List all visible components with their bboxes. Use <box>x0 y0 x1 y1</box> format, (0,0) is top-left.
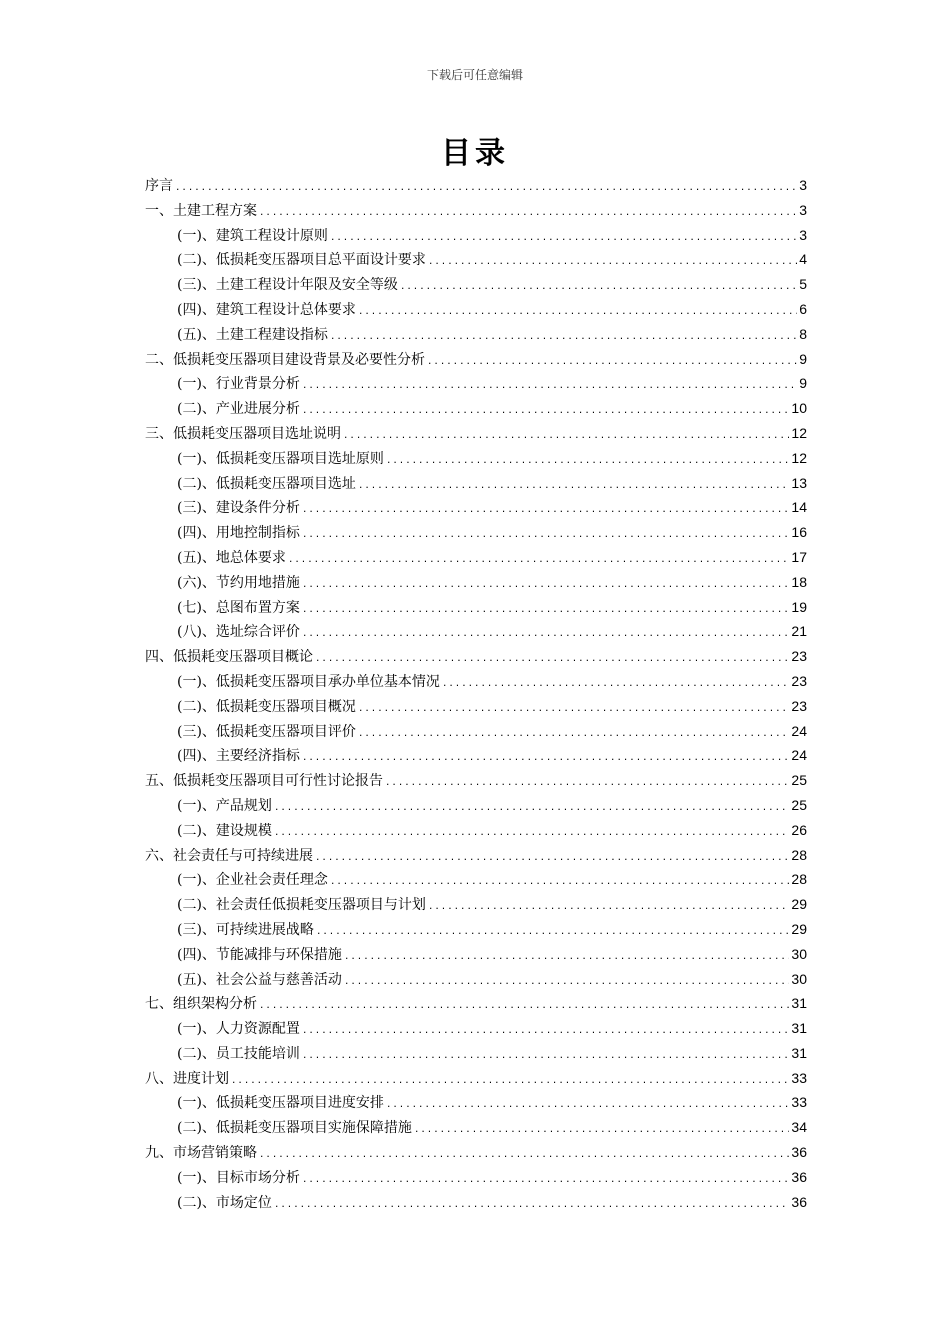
toc-entry-page-number: 36 <box>791 1193 807 1210</box>
toc-leader-dots <box>302 753 789 763</box>
toc-entry-label: (七)、总图布置方案 <box>177 599 300 616</box>
toc-entry-page-number: 5 <box>799 276 807 293</box>
toc-entry-page-number: 21 <box>791 623 807 640</box>
toc-entry-page-number: 34 <box>791 1119 807 1136</box>
toc-leader-dots <box>315 853 789 863</box>
toc-entry[interactable] <box>145 621 807 646</box>
toc-entry-label: (四)、建筑工程设计总体要求 <box>177 301 356 318</box>
toc-entry-label: 序言 <box>145 178 173 194</box>
toc-entry-label: (一)、目标市场分析 <box>177 1169 300 1186</box>
toc-entry[interactable] <box>145 944 807 969</box>
toc-entry-page-number: 3 <box>799 177 807 193</box>
toc-entry-page-number: 30 <box>791 970 807 987</box>
toc-entry-label: (一)、企业社会责任理念 <box>177 872 328 889</box>
toc-leader-dots <box>302 629 789 639</box>
toc-entry[interactable] <box>145 398 807 423</box>
toc-entry-page-number: 19 <box>791 598 807 615</box>
toc-entry[interactable] <box>145 1043 807 1068</box>
toc-entry[interactable] <box>145 299 807 324</box>
toc-entry[interactable] <box>145 423 807 448</box>
toc-entry-page-number: 14 <box>791 499 807 516</box>
toc-entry-label: (一)、行业背景分析 <box>177 376 300 393</box>
toc-entry-page-number: 36 <box>791 1168 807 1185</box>
page-title: 目录 <box>441 136 509 171</box>
toc-leader-dots <box>358 729 789 739</box>
toc-entry-label: (一)、建筑工程设计原则 <box>177 227 328 244</box>
toc-leader-dots <box>302 530 789 540</box>
toc-entry-label: (二)、低损耗变压器项目总平面设计要求 <box>177 252 426 269</box>
toc-entry-label: (二)、产业进展分析 <box>177 401 300 418</box>
toc-entry-page-number: 3 <box>799 201 807 218</box>
toc-entry[interactable] <box>145 696 807 721</box>
toc-entry[interactable] <box>145 993 807 1018</box>
toc-entry-page-number: 36 <box>791 1144 807 1161</box>
toc-leader-dots <box>302 505 789 515</box>
toc-leader-dots <box>259 1001 789 1011</box>
toc-entry-page-number: 28 <box>791 846 807 863</box>
toc-entry-label: (三)、土建工程设计年限及安全等级 <box>177 277 398 294</box>
page-header: 下载后可任意编辑 <box>426 68 523 82</box>
toc-entry[interactable] <box>145 1142 807 1167</box>
toc-leader-dots <box>330 332 797 342</box>
toc-leader-dots <box>302 406 789 416</box>
toc-leader-dots <box>288 555 789 565</box>
toc-entry-label: (一)、人力资源配置 <box>177 1021 300 1038</box>
toc-leader-dots <box>330 233 797 243</box>
toc-entry[interactable] <box>145 1167 807 1192</box>
toc-entry-page-number: 26 <box>791 821 807 838</box>
toc-leader-dots <box>175 183 797 193</box>
toc-entry[interactable] <box>145 671 807 696</box>
toc-leader-dots <box>316 927 789 937</box>
toc-entry[interactable] <box>145 175 807 200</box>
toc-entry-label: (一)、低损耗变压器项目承办单位基本情况 <box>177 673 440 690</box>
toc-leader-dots <box>274 828 789 838</box>
toc-entry-label: (三)、低损耗变压器项目评价 <box>177 723 356 740</box>
toc-leader-dots <box>428 257 797 267</box>
toc-leader-dots <box>386 456 789 466</box>
toc-entry-page-number: 12 <box>791 449 807 466</box>
toc-entry-label: (五)、社会公益与慈善活动 <box>177 971 342 988</box>
toc-leader-dots <box>302 1026 789 1036</box>
toc-leader-dots <box>302 580 789 590</box>
toc-entry[interactable] <box>145 225 807 250</box>
toc-entry[interactable] <box>145 770 807 795</box>
toc-entry-page-number: 23 <box>791 672 807 689</box>
toc-entry[interactable] <box>145 1018 807 1043</box>
toc-entry[interactable] <box>145 820 807 845</box>
toc-leader-dots <box>315 654 789 664</box>
toc-entry-label: (四)、用地控制指标 <box>177 525 300 542</box>
toc-leader-dots <box>343 431 789 441</box>
toc-entry-label: 八、进度计划 <box>145 1070 229 1087</box>
toc-entry-page-number: 16 <box>791 524 807 541</box>
toc-entry-label: (二)、员工技能培训 <box>177 1045 300 1062</box>
toc-entry-label: 七、组织架构分析 <box>145 996 257 1013</box>
toc-leader-dots <box>344 977 789 987</box>
toc-entry[interactable] <box>145 845 807 870</box>
toc-leader-dots <box>400 282 797 292</box>
toc-entry-label: 四、低损耗变压器项目概论 <box>145 649 313 666</box>
toc-entry[interactable] <box>145 497 807 522</box>
toc-entry[interactable] <box>145 200 807 225</box>
toc-entry-page-number: 24 <box>791 722 807 739</box>
toc-entry-label: 九、市场营销策略 <box>145 1145 257 1162</box>
toc-entry[interactable] <box>145 1092 807 1117</box>
toc-entry-page-number: 24 <box>791 747 807 764</box>
toc-leader-dots <box>231 1076 789 1086</box>
toc-entry-page-number: 6 <box>799 300 807 317</box>
toc-entry[interactable] <box>145 1192 807 1217</box>
toc-leader-dots <box>259 1150 789 1160</box>
toc-entry[interactable] <box>145 547 807 572</box>
toc-entry-page-number: 25 <box>791 796 807 813</box>
toc-entry-label: (八)、选址综合评价 <box>177 624 300 641</box>
toc-entry-label: (四)、节能减排与环保措施 <box>177 946 342 963</box>
toc-entry-label: (三)、可持续进展战略 <box>177 921 314 938</box>
toc-leader-dots <box>302 1175 789 1185</box>
toc-entry-page-number: 29 <box>791 920 807 937</box>
toc-entry-page-number: 31 <box>791 1020 807 1037</box>
toc-entry[interactable] <box>145 646 807 671</box>
toc-leader-dots <box>302 605 789 615</box>
toc-leader-dots <box>385 778 789 788</box>
toc-leader-dots <box>442 679 789 689</box>
toc-entry-page-number: 17 <box>791 548 807 565</box>
toc-entry[interactable] <box>145 1117 807 1142</box>
toc-leader-dots <box>427 357 797 367</box>
toc-entry-label: 一、土建工程方案 <box>145 202 257 219</box>
toc-leader-dots <box>302 381 797 391</box>
toc-entry-label: (二)、社会责任低损耗变压器项目与计划 <box>177 897 426 914</box>
toc-entry-label: (五)、土建工程建设指标 <box>177 326 328 343</box>
toc-entry[interactable] <box>145 894 807 919</box>
toc-entry-label: 三、低损耗变压器项目选址说明 <box>145 425 341 442</box>
toc-entry-label: (二)、低损耗变压器项目选址 <box>177 475 356 492</box>
toc-entry-label: (五)、地总体要求 <box>177 549 286 566</box>
toc-leader-dots <box>259 208 797 218</box>
toc-entry-page-number: 25 <box>791 772 807 789</box>
toc-entry[interactable] <box>145 349 807 374</box>
toc-entry-page-number: 8 <box>799 325 807 342</box>
toc-leader-dots <box>386 1100 789 1110</box>
toc-entry-label: 二、低损耗变压器项目建设背景及必要性分析 <box>145 351 425 368</box>
toc-entry-label: 六、社会责任与可持续进展 <box>145 847 313 864</box>
toc-entry-label: (二)、低损耗变压器项目实施保障措施 <box>177 1120 412 1137</box>
toc-entry-page-number: 10 <box>791 400 807 417</box>
toc-entry-page-number: 29 <box>791 896 807 913</box>
toc-entry-page-number: 3 <box>799 226 807 243</box>
toc-entry-page-number: 31 <box>791 1044 807 1061</box>
toc-entry-label: (六)、节约用地措施 <box>177 574 300 591</box>
toc-entry-label: (三)、建设条件分析 <box>177 500 300 517</box>
toc-leader-dots <box>358 481 789 491</box>
toc-leader-dots <box>414 1125 789 1135</box>
toc-entry-label: (二)、市场定位 <box>177 1194 272 1211</box>
toc-entry-page-number: 33 <box>791 1094 807 1111</box>
toc-entry[interactable] <box>145 919 807 944</box>
toc-leader-dots <box>330 877 789 887</box>
toc-entry-label: (二)、低损耗变压器项目概况 <box>177 698 356 715</box>
toc-leader-dots <box>302 1051 789 1061</box>
toc-entry[interactable] <box>145 572 807 597</box>
toc-entry-page-number: 23 <box>791 648 807 665</box>
toc-entry[interactable] <box>145 1068 807 1093</box>
toc-entry-page-number: 9 <box>799 375 807 392</box>
toc-entry-label: (一)、低损耗变压器项目选址原则 <box>177 450 384 467</box>
toc-entry-page-number: 33 <box>791 1069 807 1086</box>
toc-entry-label: 五、低损耗变压器项目可行性讨论报告 <box>145 773 383 790</box>
toc-leader-dots <box>358 704 789 714</box>
toc-entry-page-number: 18 <box>791 573 807 590</box>
toc-entry[interactable] <box>145 249 807 274</box>
toc-entry[interactable] <box>145 448 807 473</box>
toc-entry[interactable] <box>145 274 807 299</box>
toc-leader-dots <box>274 1200 789 1210</box>
toc-entry-page-number: 13 <box>791 474 807 491</box>
toc-entry-label: (二)、建设规模 <box>177 822 272 839</box>
toc-leader-dots <box>358 307 797 317</box>
toc-entry[interactable] <box>145 745 807 770</box>
toc-entry[interactable] <box>145 721 807 746</box>
toc-entry-page-number: 12 <box>791 424 807 441</box>
toc-leader-dots <box>428 902 789 912</box>
toc-entry[interactable] <box>145 969 807 994</box>
toc-entry-page-number: 23 <box>791 697 807 714</box>
toc-entry-label: (四)、主要经济指标 <box>177 748 300 765</box>
toc-entry-page-number: 28 <box>791 871 807 888</box>
toc-leader-dots <box>344 952 789 962</box>
toc-entry-page-number: 4 <box>799 251 807 268</box>
toc-entry-page-number: 30 <box>791 945 807 962</box>
toc-entry-label: (一)、低损耗变压器项目进度安排 <box>177 1095 384 1112</box>
toc-entry-page-number: 9 <box>799 350 807 367</box>
toc-entry[interactable] <box>145 869 807 894</box>
toc-entry-page-number: 31 <box>791 995 807 1012</box>
toc-leader-dots <box>274 803 789 813</box>
table-of-contents <box>145 175 807 1216</box>
toc-entry[interactable] <box>145 795 807 820</box>
toc-entry-label: (一)、产品规划 <box>177 797 272 814</box>
toc-entry[interactable] <box>145 373 807 398</box>
toc-entry[interactable] <box>145 324 807 349</box>
toc-entry[interactable] <box>145 597 807 622</box>
toc-entry[interactable] <box>145 473 807 498</box>
toc-entry[interactable] <box>145 522 807 547</box>
